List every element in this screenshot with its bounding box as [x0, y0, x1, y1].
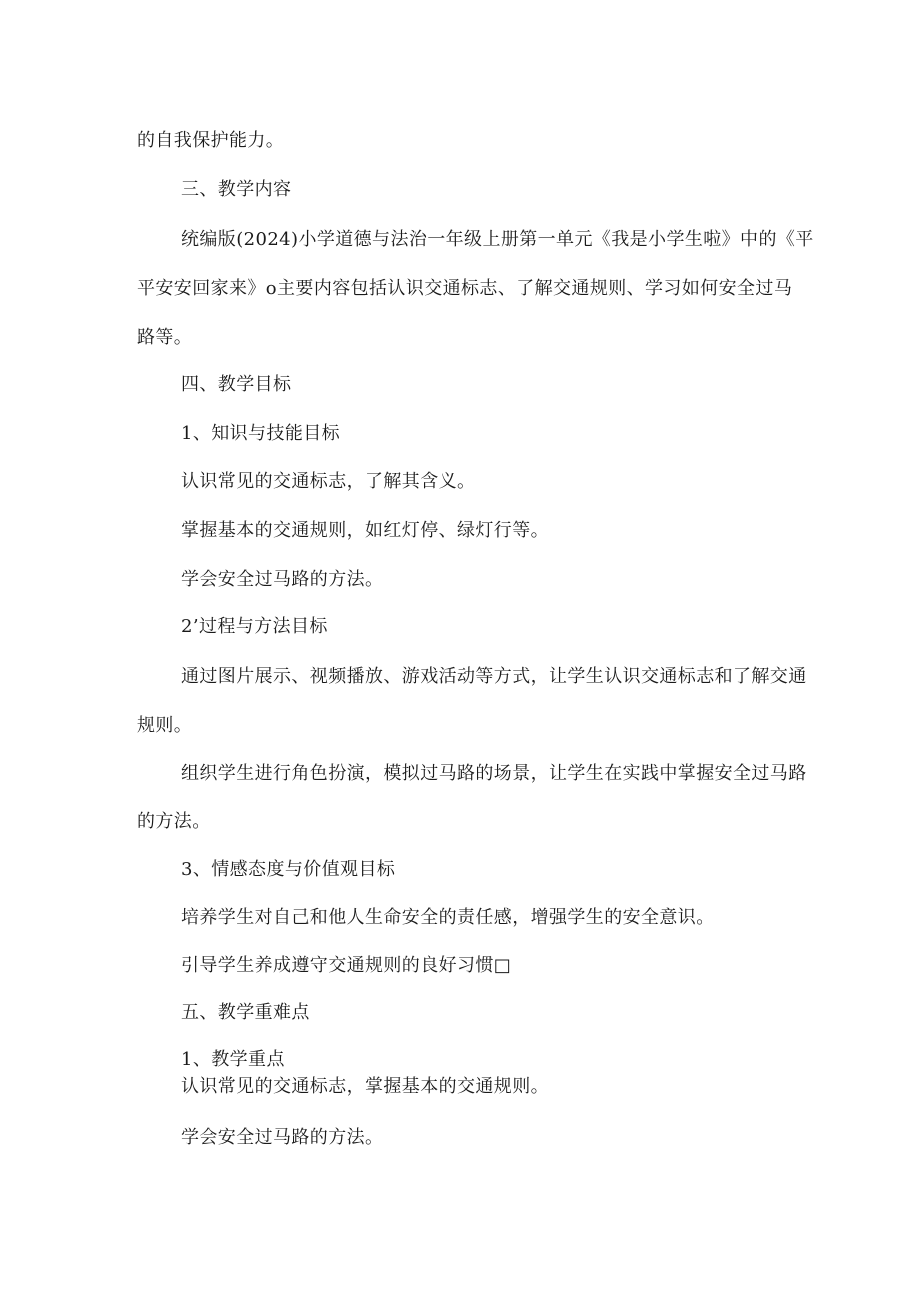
- paragraph-line: 培养学生对自己和他人生命安全的责任感，增强学生的安全意识。: [181, 907, 715, 928]
- paragraph-line: 掌握基本的交通规则，如红灯停、绿灯行等。: [181, 520, 549, 541]
- subheading-knowledge-skills: 1、知识与技能目标: [181, 423, 341, 444]
- paragraph-line: 引导学生养成遵守交通规则的良好习惯□: [181, 955, 512, 976]
- section-heading-key-difficult-points: 五、教学重难点: [181, 1002, 310, 1023]
- paragraph-line: 平安安回家来》o主要内容包括认识交通标志、了解交通规则、学习如何安全过马: [137, 278, 793, 299]
- text-line-continuation: 的自我保护能力。: [137, 130, 285, 151]
- section-heading-teaching-content: 三、教学内容: [181, 179, 292, 200]
- paragraph-line: 认识常见的交通标志，掌握基本的交通规则。: [181, 1076, 549, 1097]
- paragraph-line: 统编版(2024)小学道德与法治一年级上册第一单元《我是小学生啦》中的《平: [181, 229, 814, 250]
- paragraph-line: 学会安全过马路的方法。: [181, 569, 384, 590]
- paragraph-line: 组织学生进行角色扮演，模拟过马路的场景，让学生在实践中掌握安全过马路: [181, 763, 807, 784]
- paragraph-line: 规则。: [137, 715, 193, 736]
- paragraph-line: 认识常见的交通标志，了解其含义。: [181, 471, 476, 492]
- paragraph-line: 通过图片展示、视频播放、游戏活动等方式，让学生认识交通标志和了解交通: [181, 666, 807, 687]
- subheading-process-methods: 2’过程与方法目标: [181, 616, 328, 637]
- paragraph-line: 路等。: [137, 327, 193, 348]
- section-heading-teaching-goals: 四、教学目标: [181, 374, 292, 395]
- paragraph-line: 学会安全过马路的方法。: [181, 1127, 384, 1148]
- subheading-teaching-key-points: 1、教学重点: [181, 1049, 285, 1070]
- paragraph-line: 的方法。: [137, 811, 211, 832]
- subheading-emotion-values: 3、情感态度与价值观目标: [181, 859, 396, 880]
